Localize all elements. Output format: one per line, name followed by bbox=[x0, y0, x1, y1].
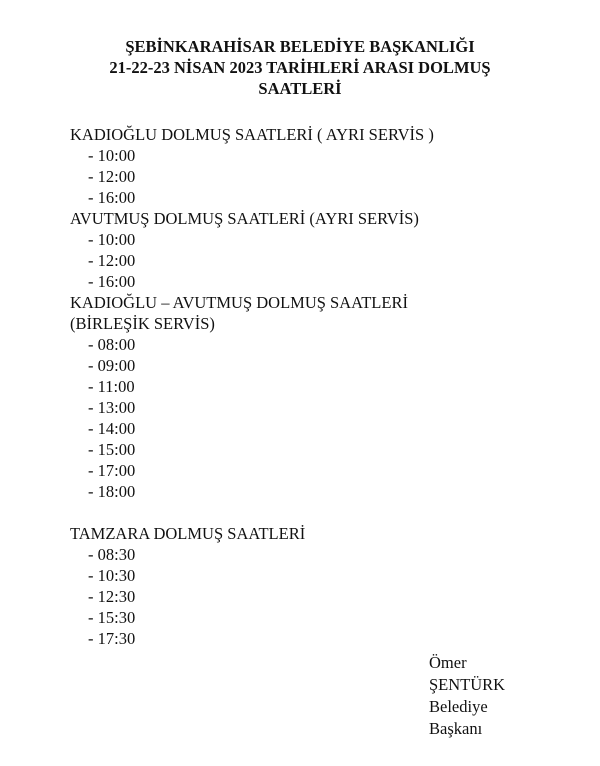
signer-title-line-1: Belediye bbox=[429, 697, 488, 716]
time-item: - 15:00 bbox=[88, 440, 136, 459]
section-title: KADIOĞLU – AVUTMUŞ DOLMUŞ SAATLERİ bbox=[70, 293, 408, 312]
signature-block bbox=[429, 652, 505, 740]
schedule-section-tamzara bbox=[70, 523, 540, 649]
time-item: - 15:30 bbox=[88, 608, 136, 627]
time-item: - 08:30 bbox=[88, 545, 136, 564]
time-item: - 11:00 bbox=[88, 377, 135, 396]
section-subtitle: (BİRLEŞİK SERVİS) bbox=[70, 314, 215, 333]
section-title: KADIOĞLU DOLMUŞ SAATLERİ ( AYRI SERVİS ) bbox=[70, 125, 434, 144]
signer-first-name: Ömer bbox=[429, 653, 467, 672]
schedule-content bbox=[70, 124, 540, 649]
time-item: - 12:00 bbox=[88, 167, 136, 186]
time-list bbox=[70, 334, 540, 502]
schedule-section-combined bbox=[70, 292, 540, 502]
time-list bbox=[70, 229, 540, 292]
time-list bbox=[70, 544, 540, 649]
schedule-section-avutmus bbox=[70, 208, 540, 292]
time-item: - 16:00 bbox=[88, 272, 136, 291]
time-item: - 12:00 bbox=[88, 251, 136, 270]
header-line-1: ŞEBİNKARAHİSAR BELEDİYE BAŞKANLIĞI bbox=[125, 37, 475, 56]
signer-last-name: ŞENTÜRK bbox=[429, 675, 506, 694]
header-line-2: 21-22-23 NİSAN 2023 TARİHLERİ ARASI DOLMUŞ bbox=[109, 58, 491, 77]
time-item: - 16:00 bbox=[88, 188, 136, 207]
schedule-section-kadioglu bbox=[70, 124, 540, 208]
time-item: - 08:00 bbox=[88, 335, 136, 354]
section-title: TAMZARA DOLMUŞ SAATLERİ bbox=[70, 524, 306, 543]
time-item: - 18:00 bbox=[88, 482, 136, 501]
section-spacer bbox=[70, 502, 540, 523]
section-title: AVUTMUŞ DOLMUŞ SAATLERİ (AYRI SERVİS) bbox=[70, 209, 419, 228]
time-item: - 17:00 bbox=[88, 461, 136, 480]
time-item: - 14:00 bbox=[88, 419, 136, 438]
time-item: - 09:00 bbox=[88, 356, 136, 375]
time-item: - 10:00 bbox=[88, 230, 136, 249]
document-header bbox=[70, 36, 530, 99]
time-item: - 10:00 bbox=[88, 146, 136, 165]
time-list bbox=[70, 145, 540, 208]
header-line-3: SAATLERİ bbox=[258, 79, 342, 98]
time-item: - 10:30 bbox=[88, 566, 136, 585]
time-item: - 17:30 bbox=[88, 629, 136, 648]
time-item: - 12:30 bbox=[88, 587, 136, 606]
signer-title-line-2: Başkanı bbox=[429, 719, 483, 738]
time-item: - 13:00 bbox=[88, 398, 136, 417]
